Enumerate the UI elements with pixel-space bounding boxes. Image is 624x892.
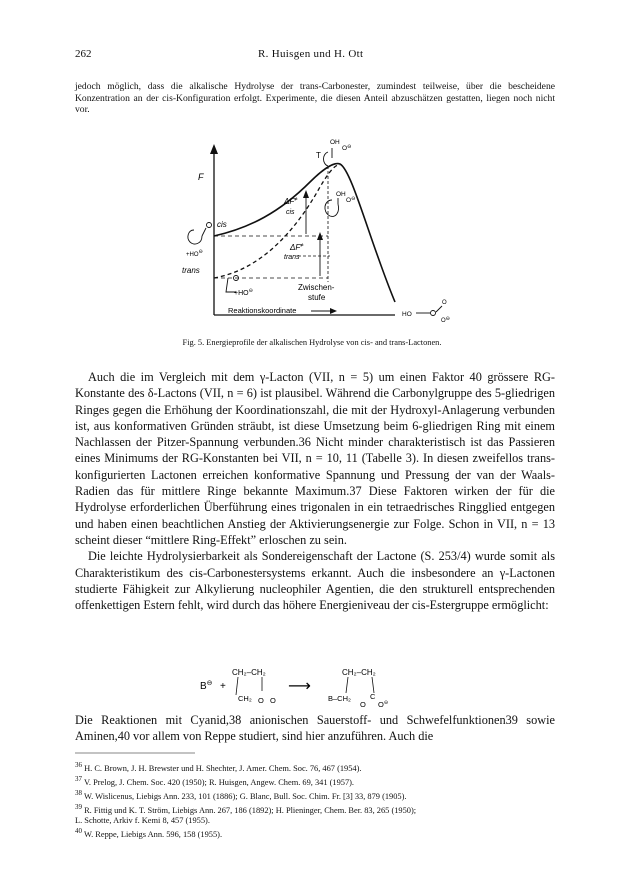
footnote-39: $^{39}$ R. Fittig und K. T. Ström, Liebigs Ann. 267, 186 (1892); H. Plieninger, Chem. Ber. 83, 265 (1950); bbox=[75, 803, 417, 815]
product-ho-label: HO bbox=[402, 311, 412, 318]
formula-ch2-right: CH₂–CH₂ bbox=[342, 668, 376, 677]
formula-c-right: C bbox=[370, 692, 376, 701]
footnote-40: $^{40}$ W. Reppe, Liebigs Ann. 596, 158 (1955). bbox=[75, 827, 223, 839]
formula-base: B⊖ bbox=[200, 680, 213, 692]
hydroxide-label-trans: +HO⊖ bbox=[234, 288, 253, 297]
formula-ch2-ring: CH₂ bbox=[238, 694, 252, 703]
page-number: 262 bbox=[75, 48, 92, 60]
cis-label: cis bbox=[217, 220, 227, 229]
intermediate-label-1: Zwischen- bbox=[298, 283, 335, 292]
formula-o-ring: O bbox=[258, 696, 264, 705]
delta-f-trans: ΔF≠ bbox=[290, 243, 304, 252]
footnotes bbox=[75, 760, 555, 840]
running-head-authors: R. Huisgen und H. Ott bbox=[258, 48, 364, 60]
cis-lactone-structure bbox=[188, 223, 212, 245]
footnote-39-continued: L. Schotte, Arkiv f. Kemi 8, 457 (1955). bbox=[75, 816, 210, 825]
paragraph-3: Die Reaktionen mit Cyanid,38 anionischen Sauerstoff- und Schwefelfunktionen39 sowie Aminen,40 vor allem von Reppe studiert, sind hier anzuführen. Auch die bbox=[75, 713, 555, 744]
footnote-37: $^{37}$ V. Prelog, J. Chem. Soc. 420 (1950); R. Huisgen, Angew. Chem. 69, 341 (1957). bbox=[75, 775, 355, 787]
main-body bbox=[75, 369, 555, 613]
formula-ch2-left: CH₂–CH₂ bbox=[232, 668, 266, 677]
delta-f-cis: ΔF≠ bbox=[284, 197, 298, 206]
o-label-top: O⊖ bbox=[342, 144, 352, 152]
oh-label-mid: OH bbox=[336, 191, 346, 198]
paragraph-1: Auch die im Vergleich mit dem γ-Lacton (VII, n = 5) um einen Faktor 40 grössere RG-Konstante des δ-Lactons (VII, n = 6) ist plausibel. Während die Carbonylgruppe des 5-gliedrigen Ringes gegen die Erhöhung der Koordinationszahl, die mit der Hydroxyl-Anlagerung verbunden ist, aus konformativen Gründen sträubt, ist diese Umsetzung beim 6-gliedrigen Ring mit einem Nachlassen der Pitzer-Spannung verbunden.36 Nicht minder charakteristisch ist das Passieren eines Minimums der RG-Konstanten bei VII, n = 10, 11 (Tabelle 3). In diesen zweifellos trans-konfigurierten Lactonen erreichen konformative Spannung und Pressung der van der Waals-Radien das für mittlere Ringe bekannte Maximum.37 Diese Faktoren wirken der für die Hydrolyse erforderlichen Überführung eines trigonalen in ein tetraedrisches Ringglied entgegen und haben einen beachtlichen Anstieg der Aktivierungsenergie zur Folge. Schon in VII, n = 13 scheint dieser “mittlere Ring-Effekt” erloschen zu sein. bbox=[75, 370, 555, 547]
energy-profile-figure bbox=[180, 132, 480, 328]
hydroxide-label-cis: +HO⊖ bbox=[186, 249, 203, 258]
cis-curve bbox=[214, 164, 395, 302]
formula-arrow: ⟶ bbox=[288, 678, 311, 695]
y-axis-label: F bbox=[198, 172, 204, 182]
product-o-label-1: O bbox=[442, 300, 447, 306]
oh-label-top: OH bbox=[330, 139, 340, 146]
formula-o-right2: O⊖ bbox=[378, 700, 389, 709]
o-label-mid: O⊖ bbox=[346, 196, 356, 204]
x-axis-label: Reaktionskoordinate bbox=[228, 306, 297, 315]
figure-caption: Fig. 5. Energieprofile der alkalischen Hydrolyse von cis- and trans-Lactonen. bbox=[182, 338, 442, 347]
formula-o-carbonyl: O bbox=[270, 696, 276, 705]
formula-o-right: O bbox=[360, 700, 366, 709]
paragraph-2: Die leichte Hydrolysierbarkeit als Sondereigenschaft der Lactone (S. 253/4) wurde somit als Charakteristikum des cis-Carbonestersystems erkannt. Auch die insbesondere an γ-Lactonen studierte Fähigkeit zur Alkylierung nucleophiler Agentien, die den strukturell entsprechenden offenkettigen Estern fehlt, wird durch das höhere Energieniveau der cis-Estergruppe ermöglicht: bbox=[75, 549, 555, 613]
footnote-separator bbox=[75, 752, 555, 754]
delta-f-cis-sub: cis bbox=[286, 209, 295, 216]
y-axis-arrow bbox=[210, 144, 218, 154]
product-o-label-2: O⊖ bbox=[441, 316, 450, 324]
tetrahedral-intermediate-top bbox=[324, 148, 333, 166]
formula-plus: + bbox=[220, 681, 226, 692]
delta-f-trans-sub: trans bbox=[284, 254, 300, 261]
paragraph-3-block bbox=[75, 712, 555, 745]
tetrahedral-intermediate-mid bbox=[325, 198, 339, 216]
footnote-36: $^{36}$ H. C. Brown, J. H. Brewster und H. Shechter, J. Amer. Chem. Soc. 76, 467 (1954). bbox=[75, 761, 362, 773]
formula-b-ch2: B–CH₂ bbox=[328, 694, 351, 703]
intro-paragraph: jedoch möglich, dass die alkalische Hydrolyse der trans-Carbonester, zumindest teilweise, über die bescheidene Konzentration an der cis-Konfiguration erfolgt. Experimente, die diesen Anteil abzuschätzen gestatten, liegen noch nicht vor. bbox=[75, 81, 555, 116]
trans-curve bbox=[214, 165, 340, 278]
intermediate-label-2: stufe bbox=[308, 293, 326, 302]
transition-state-label: T bbox=[316, 151, 321, 160]
trans-label: trans bbox=[182, 266, 200, 275]
alkylation-formula bbox=[200, 663, 430, 709]
footnote-38: $^{38}$ W. Wislicenus, Liebigs Ann. 233, 101 (1886); G. Blanc, Bull. Soc. Chim. Fr. [3] 33, 879 (1905). bbox=[75, 789, 407, 801]
